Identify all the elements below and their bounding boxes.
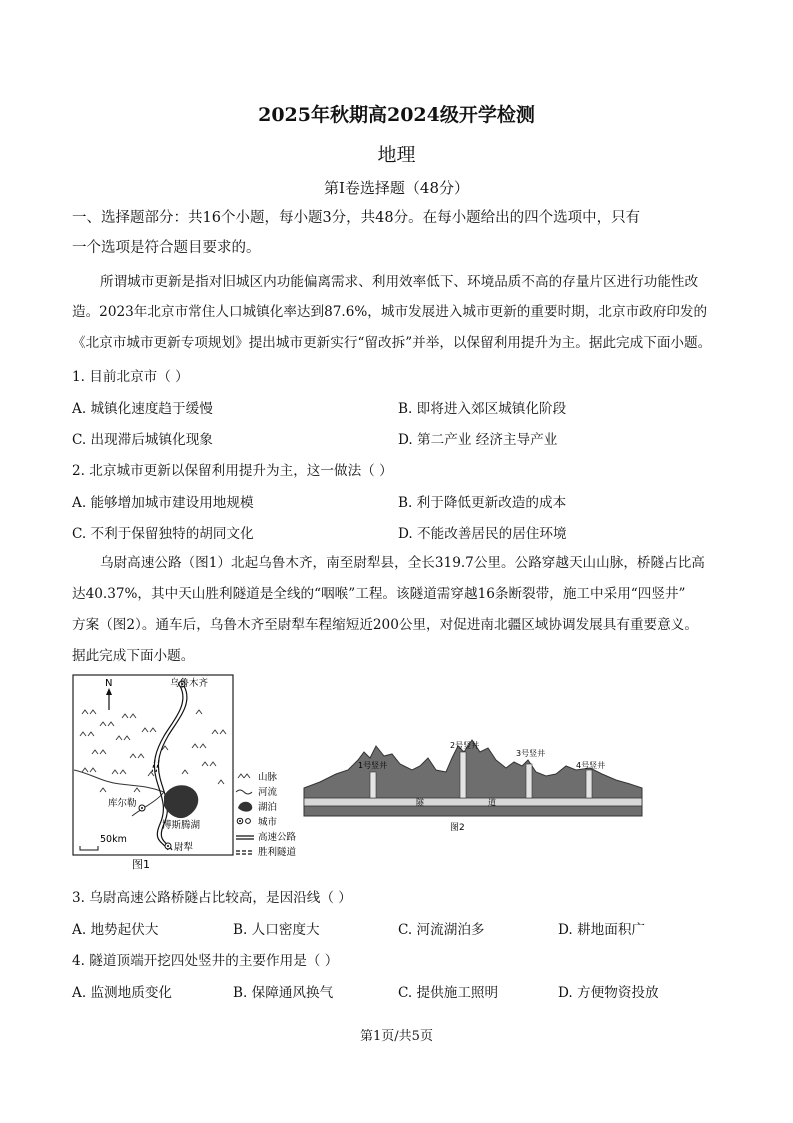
legend-mountain-icon <box>238 774 250 778</box>
legend-river-icon <box>236 790 252 794</box>
shaft-2 <box>460 752 466 798</box>
page-footer: 第1页/共5页 <box>360 1029 433 1044</box>
shaft-4-label: 4号竖井 <box>576 761 606 770</box>
shaft-3-label: 3号竖井 <box>516 749 546 758</box>
subject-title: 地理 <box>377 144 416 166</box>
q2-option-b: B. 利于降低更新改造的成本 <box>398 495 567 511</box>
scale-label: 50km <box>100 834 127 845</box>
q1-option-b: B. 即将进入郊区城镇化阶段 <box>398 401 567 417</box>
section-title: 第I卷选择题（48分） <box>323 179 469 197</box>
q1-option-c: C. 出现滞后城镇化现象 <box>72 432 213 448</box>
passage1-line-1: 所谓城市更新是指对旧城区内功能偏离需求、利用效率低下、环境品质不高的存量片区进行功能性改 <box>100 274 699 290</box>
legend-river-label: 河流 <box>258 787 278 798</box>
q1-stem: 1. 目前北京市（ ） <box>72 369 189 385</box>
legend-lake-label: 湖泊 <box>258 802 278 813</box>
q2-option-a: A. 能够增加城市建设用地规模 <box>72 495 254 511</box>
q4-option-c: C. 提供施工照明 <box>398 985 499 1001</box>
q2-option-c: C. 不利于保留独特的胡同文化 <box>72 526 254 542</box>
city-label-yuli: 尉犁 <box>174 842 194 853</box>
city-label-korla: 库尔勒 <box>108 798 137 809</box>
north-label: N <box>105 678 113 689</box>
legend-tunnel-label: 胜利隧道 <box>258 847 297 858</box>
q3-option-a: A. 地势起伏大 <box>72 922 159 938</box>
shaft-1 <box>370 772 376 798</box>
city-label-urumqi: 乌鲁木齐 <box>170 678 209 689</box>
tunnel-label-b: 道 <box>488 798 496 807</box>
q2-stem: 2. 北京城市更新以保留利用提升为主，这一做法（ ） <box>72 463 393 479</box>
tunnel-band <box>304 798 642 806</box>
q2-option-d: D. 不能改善居民的居住环境 <box>398 526 567 542</box>
figure1-caption: 图1 <box>132 858 150 871</box>
passage1-line-3: 《北京市城市更新专项规划》提出城市更新实行“留改拆”并举，以保留利用提升为主。据此完成下面小题。 <box>72 335 712 351</box>
legend-lake-icon <box>238 802 252 812</box>
exam-title: 2025年秋期高2024级开学检测 <box>258 104 535 126</box>
shaft-2-label: 2号竖井 <box>450 741 480 750</box>
instructions-line-2: 一个选项是符合题目要求的。 <box>72 240 261 256</box>
shaft-1-label: 1号竖井 <box>358 761 388 770</box>
passage2-line-3: 方案（图2）。通车后，乌鲁木齐至尉犁车程缩短近200公里，对促进南北疆区域协调发展具有重要意义。 <box>72 617 698 633</box>
q4-stem: 4. 隧道顶端开挖四处竖井的主要作用是（ ） <box>72 953 339 969</box>
map-legend <box>236 771 297 858</box>
passage1-line-2: 造。2023年北京市常住人口城镇化率达到87.6%，城市发展进入城市更新的重要时期，北京市政府印发的 <box>72 304 708 320</box>
q4-option-a: A. 监测地质变化 <box>72 985 173 1001</box>
tunnel-label-a: 隧 <box>416 798 424 807</box>
legend-highway-label: 高速公路 <box>258 832 297 843</box>
q1-option-d: D. 第二产业 经济主导产业 <box>398 432 558 448</box>
passage2-line-2: 达40.37%，其中天山胜利隧道是全线的“咽喉”工程。该隧道需穿越16条断裂带，施工中采用“四竖井” <box>72 586 686 602</box>
lake-label: 博斯腾湖 <box>162 820 201 831</box>
q3-option-c: C. 河流湖泊多 <box>398 922 485 938</box>
q3-option-d: D. 耕地面积广 <box>558 922 646 938</box>
shaft-3 <box>526 764 532 798</box>
passage2-line-1: 乌尉高速公路（图1）北起乌鲁木齐，南至尉犁县，全长319.7公里。公路穿越天山山脉，桥隧占比高 <box>100 555 705 571</box>
shaft-4 <box>586 770 592 798</box>
figure2-tunnel-profile <box>300 730 650 840</box>
q4-option-d: D. 方便物资投放 <box>558 985 659 1001</box>
q4-option-b: B. 保障通风换气 <box>233 985 334 1001</box>
instructions-line-1: 一、选择题部分：共16个小题，每小题3分，共48分。在每小题给出的四个选项中，只有 <box>72 210 641 226</box>
passage2-line-4: 据此完成下面小题。 <box>72 648 195 664</box>
legend-city-label: 城市 <box>258 817 278 828</box>
figure2-caption: 图2 <box>450 823 465 833</box>
map-frame <box>73 675 233 855</box>
figure1-map <box>72 674 312 874</box>
q3-stem: 3. 乌尉高速公路桥隧占比较高，是因沿线（ ） <box>72 890 352 906</box>
q3-option-b: B. 人口密度大 <box>233 922 320 938</box>
q1-option-a: A. 城镇化速度趋于缓慢 <box>72 401 213 417</box>
legend-mountain-label: 山脉 <box>258 772 278 783</box>
